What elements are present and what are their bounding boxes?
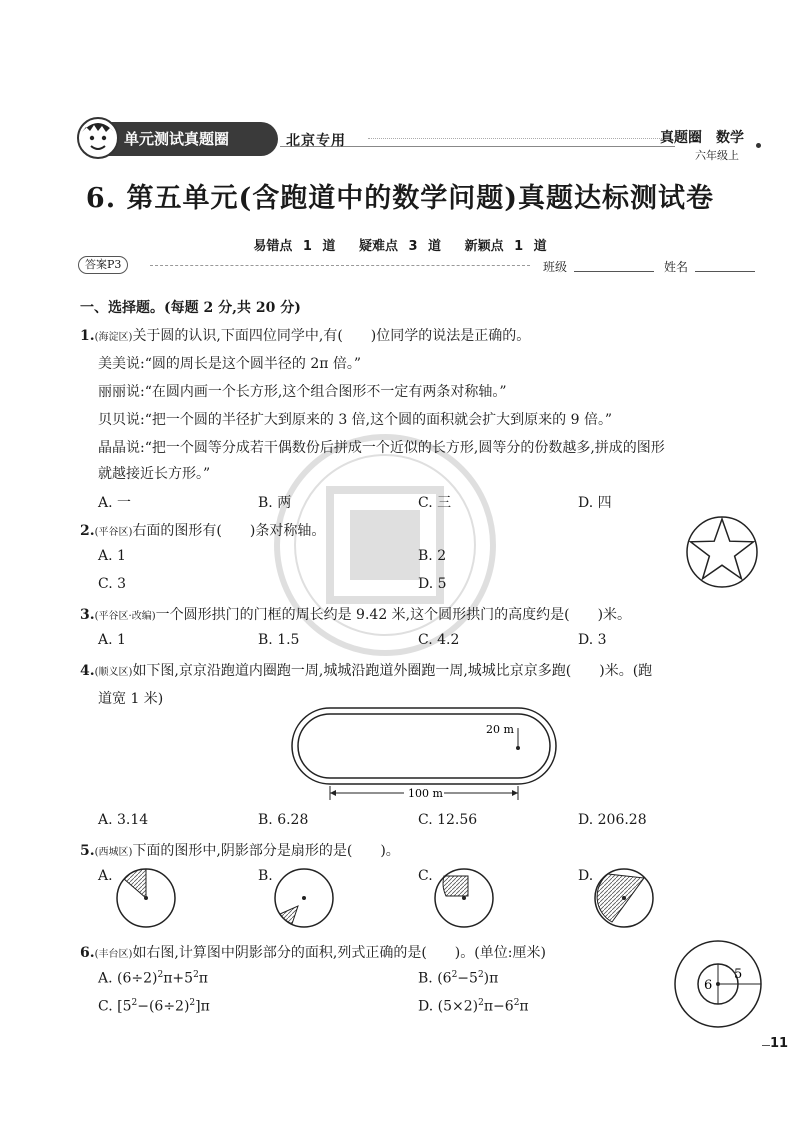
star-in-circle-figure bbox=[684, 514, 760, 590]
page-title: 6. 第五单元(含跑道中的数学问题)真题达标测试卷 bbox=[85, 183, 715, 214]
question-number: 6. bbox=[80, 945, 95, 961]
watermark-seal-icon bbox=[270, 430, 500, 660]
grade-label: 六年级上 bbox=[695, 149, 739, 162]
question-source: (平谷区) bbox=[94, 527, 133, 538]
q6-option-d[interactable]: D. $(5\times 2)^2\pi-6^2\pi$ bbox=[418, 998, 529, 1015]
page-number-rule bbox=[762, 1045, 770, 1046]
header-dotted-rule bbox=[368, 138, 668, 139]
question-number: 2. bbox=[80, 523, 95, 539]
q1-statement-2: 丽丽说:“在圆内画一个长方形,这个组合图形不一定有两条对称轴。” bbox=[98, 384, 507, 400]
section-heading: 一、选择题。(每题 2 分,共 20 分) bbox=[80, 300, 301, 316]
question-1 bbox=[80, 325, 530, 345]
running-track-figure bbox=[286, 704, 562, 808]
page-number: 11 bbox=[770, 1036, 789, 1051]
q5-option-b[interactable]: B. bbox=[258, 868, 273, 884]
q1-statement-3: 贝贝说:“把一个圆的半径扩大到原来的 3 倍,这个圆的面积就会扩大到原来的 9 倍。” bbox=[98, 412, 613, 428]
question-stem: 如下图,京京沿跑道内圈跑一周,城城沿跑道外圈跑一周,城城比京京多跑( )米。(跑 bbox=[132, 663, 653, 679]
question-6 bbox=[80, 942, 546, 962]
q4-option-d[interactable]: D. 206.28 bbox=[578, 812, 647, 828]
outer-radius-label: 5 bbox=[734, 967, 743, 982]
question-4 bbox=[80, 660, 652, 680]
q5-option-d[interactable]: D. bbox=[578, 868, 594, 884]
q3-option-d[interactable]: D. 3 bbox=[578, 632, 607, 648]
header-dot bbox=[756, 143, 761, 148]
info-dotted-rule bbox=[150, 265, 530, 266]
q3-option-b[interactable]: B. 1.5 bbox=[258, 632, 300, 648]
q4-option-c[interactable]: C. 12.56 bbox=[418, 812, 478, 828]
question-source: (平谷区·改编) bbox=[94, 611, 156, 622]
q2-option-a[interactable]: A. 1 bbox=[98, 548, 126, 564]
question-source: (西城区) bbox=[94, 847, 133, 858]
question-stem: 下面的图形中,阴影部分是扇形的是( )。 bbox=[132, 843, 400, 859]
question-number: 3. bbox=[80, 607, 95, 623]
class-blank[interactable] bbox=[574, 271, 654, 272]
question-number: 5. bbox=[80, 843, 95, 859]
track-length-label: 100 m bbox=[408, 787, 443, 800]
q5-figure-c[interactable] bbox=[432, 866, 496, 930]
class-label: 班级 bbox=[543, 260, 568, 274]
track-radius-label: 20 m bbox=[486, 723, 514, 736]
question-4-cont: 道宽 1 米) bbox=[98, 691, 164, 707]
q1-option-c[interactable]: C. 三 bbox=[418, 495, 452, 511]
brand-label: 真题圈 数学 bbox=[660, 130, 744, 146]
name-blank[interactable] bbox=[695, 271, 755, 272]
answer-reference: 答案P3 bbox=[78, 256, 128, 274]
name-label: 姓名 bbox=[664, 260, 689, 274]
difficulty-counts: 易错点 1 道 疑难点 3 道 新颖点 1 道 bbox=[253, 239, 547, 254]
q5-option-c[interactable]: C. bbox=[418, 868, 433, 884]
question-source: (海淀区) bbox=[94, 332, 133, 343]
q3-option-c[interactable]: C. 4.2 bbox=[418, 632, 460, 648]
question-source: (丰台区) bbox=[94, 949, 133, 960]
question-number: 1. bbox=[80, 328, 95, 344]
q5-figure-d[interactable] bbox=[592, 866, 656, 930]
q5-option-a[interactable]: A. bbox=[98, 868, 113, 884]
q6-option-a[interactable]: A. $(6\div 2)^2\pi+5^2\pi$ bbox=[98, 970, 208, 987]
q1-option-d[interactable]: D. 四 bbox=[578, 495, 612, 511]
question-5 bbox=[80, 840, 400, 860]
q2-option-d[interactable]: D. 5 bbox=[418, 576, 447, 592]
question-stem: 关于圆的认识,下面四位同学中,有( )位同学的说法是正确的。 bbox=[132, 328, 531, 344]
inner-diameter-label: 6 bbox=[704, 978, 713, 993]
q1-statement-1: 美美说:“圆的周长是这个圆半径的 2π 倍。” bbox=[98, 356, 362, 372]
q3-option-a[interactable]: A. 1 bbox=[98, 632, 126, 648]
question-stem: 一个圆形拱门的门框的周长约是 9.42 米,这个圆形拱门的高度约是( )米。 bbox=[155, 607, 632, 623]
q1-option-a[interactable]: A. 一 bbox=[98, 495, 132, 511]
question-number: 4. bbox=[80, 663, 95, 679]
q6-option-b[interactable]: B. $(6^2-5^2)\pi$ bbox=[418, 970, 499, 987]
region-tag: 北京专用 bbox=[286, 133, 346, 149]
question-stem: 右面的图形有( )条对称轴。 bbox=[132, 523, 326, 539]
question-source: (顺义区) bbox=[94, 667, 133, 678]
q2-option-b[interactable]: B. 2 bbox=[418, 548, 447, 564]
question-2 bbox=[80, 520, 325, 540]
q2-option-c[interactable]: C. 3 bbox=[98, 576, 127, 592]
q6-option-c[interactable]: C. $[5^2-(6\div 2)^2]\pi$ bbox=[98, 998, 210, 1015]
concentric-circles-figure bbox=[672, 938, 764, 1030]
q5-figure-a[interactable] bbox=[114, 866, 178, 930]
q4-option-b[interactable]: B. 6.28 bbox=[258, 812, 309, 828]
q1-statement-4: 晶晶说:“把一个圆等分成若干偶数份后拼成一个近似的长方形,圆等分的份数越多,拼成的图形 bbox=[98, 440, 665, 456]
series-badge: 单元测试真题圈 bbox=[78, 122, 278, 156]
question-3 bbox=[80, 604, 631, 624]
q5-figure-b[interactable] bbox=[272, 866, 336, 930]
q1-statement-4-cont: 就越接近长方形。” bbox=[98, 466, 211, 482]
q1-option-b[interactable]: B. 两 bbox=[258, 495, 292, 511]
mascot-icon bbox=[76, 116, 120, 160]
question-stem: 如右图,计算图中阴影部分的面积,列式正确的是( )。(单位:厘米) bbox=[132, 945, 546, 961]
q4-option-a[interactable]: A. 3.14 bbox=[98, 812, 149, 828]
